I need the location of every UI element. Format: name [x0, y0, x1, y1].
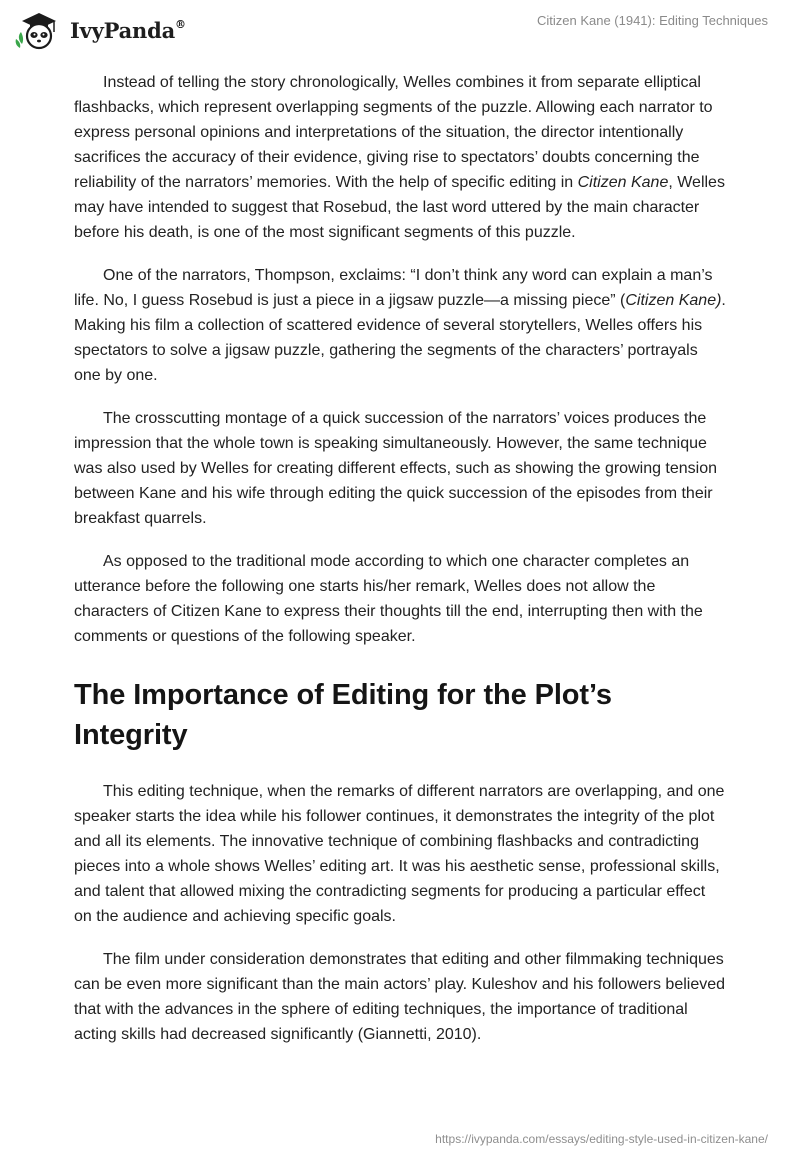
paragraph-1: Instead of telling the story chronologically, Welles combines it from separate elliptical flashbacks, which represent overlapping segments of the puzzle. Allowing each narrator to express personal opinions and interpretations of the situation, the director intentionally sacrifices the accuracy of their evidence, giving rise to spectators’ doubts concerning the reliability of the narrators’ memories. With the help of specific editing in Citizen Kane, Welles may have intended to suggest that Rosebud, the last word uttered by the main character before his death, is one of the most significant segments of this puzzle.	[74, 74, 725, 241]
panda-graduate-icon	[14, 10, 64, 50]
section-heading: The Importance of Editing for the Plot’s Integrity	[74, 679, 612, 751]
paragraph-2: One of the narrators, Thompson, exclaims: “I don’t think any word can explain a man’s life. No, I guess Rosebud is just a piece in a jigsaw puzzle—a missing piece” (Citizen Kane). Making his film a collection of scattered evidence of several storytellers, Welles offers his spectators to solve a jigsaw puzzle, gathering the segments of the characters’ portrayals one by one.	[74, 267, 726, 384]
paragraph-3: The crosscutting montage of a quick succession of the narrators’ voices produces the impression that the whole town is speaking simultaneously. However, the same technique was also used by Welles for creating different effects, such as showing the growing tension between Kane and his wife through editing the quick succession of the episodes from their breakfast quarrels.	[74, 410, 718, 527]
logo-text: IvyPanda®	[70, 17, 186, 43]
film-title-italic: Citizen Kane	[577, 174, 669, 191]
paragraph-5: This editing technique, when the remarks of different narrators are overlapping, and one speaker starts the idea while his follower continues, it demonstrates the integrity of the plot and all its elements. The innovative technique of combining flashbacks and contradicting pieces into a whole shows Welles’ editing art. It was his aesthetic sense, professional skills, and talent that allowed mixing the contradicting segments for producing a particular effect on the audience and achieving specific goals.	[74, 783, 725, 925]
essay-content	[74, 70, 726, 1065]
paragraph-6: The film under consideration demonstrates that editing and other filmmaking techniques can be even more significant than the main actors’ play. Kuleshov and his followers believed that with the advances in the sphere of editing techniques, the importance of traditional acting skills had decreased significantly (Giannetti, 2010).	[74, 951, 726, 1043]
source-url[interactable]: https://ivypanda.com/essays/editing-style-used-in-citizen-kane/	[435, 1132, 768, 1146]
registered-mark: ®	[175, 17, 186, 31]
document-title: Citizen Kane (1941): Editing Techniques	[536, 13, 768, 28]
ivypanda-logo[interactable]	[14, 8, 186, 52]
film-title-italic: Citizen Kane)	[625, 292, 722, 309]
paragraph-4: As opposed to the traditional mode according to which one character completes an utterance before the following one starts his/her remark, Welles does not allow the characters of Citizen Kane to express their thoughts till the end, interrupting then with the comments or questions of the following speaker.	[74, 553, 703, 645]
page-header	[0, 0, 800, 60]
